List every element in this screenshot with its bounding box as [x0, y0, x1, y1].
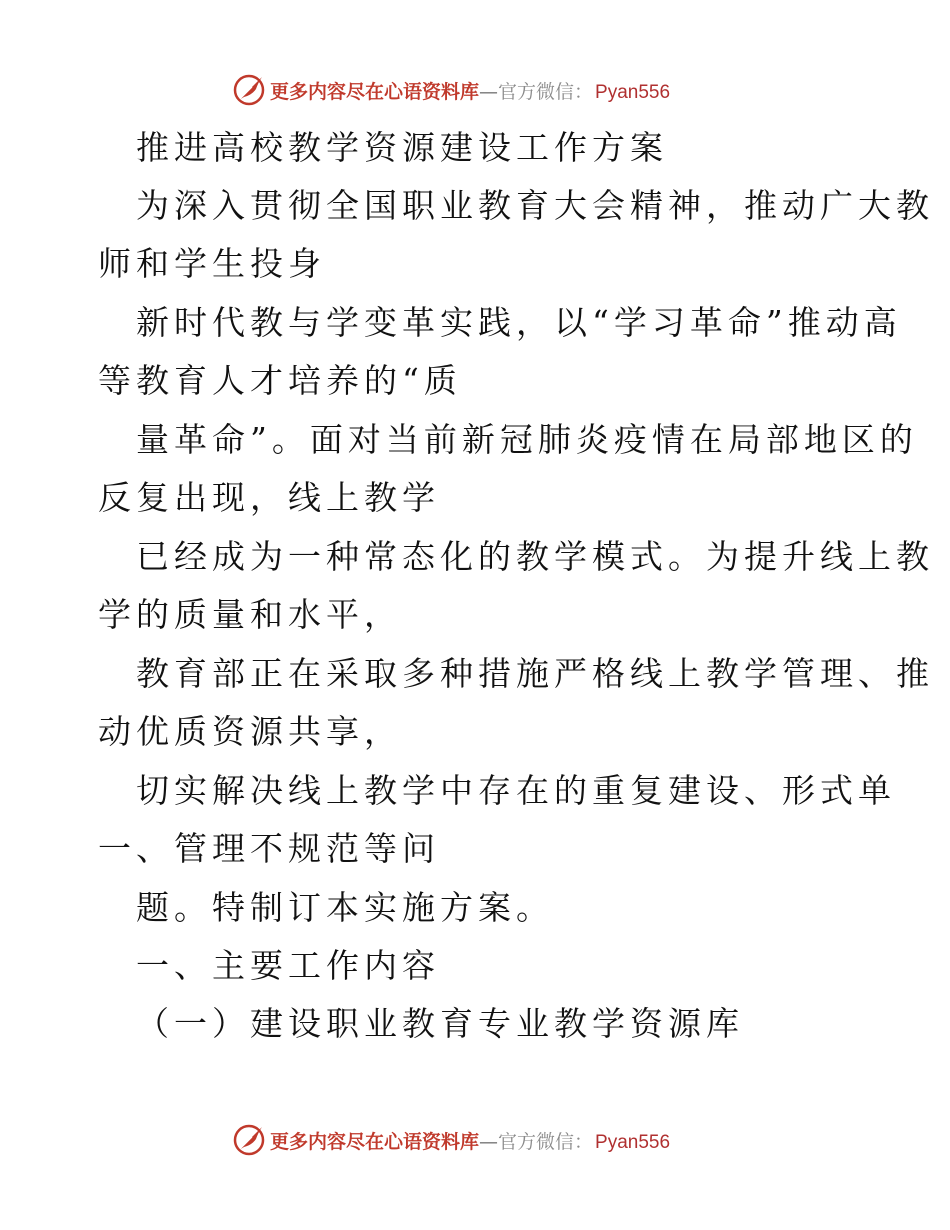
- footer-brand-text: 更多内容尽在心语资料库: [270, 1130, 480, 1153]
- paragraph-line: 新时代教与学变革实践，以“学习革命”推动高: [136, 303, 902, 342]
- header-banner: [232, 72, 732, 108]
- paragraph-line: 反复出现，线上教学: [98, 478, 440, 517]
- paragraph-line: 为深入贯彻全国职业教育大会精神，推动广大教: [136, 186, 934, 225]
- footer-banner: [232, 1122, 732, 1158]
- paragraph-line: 切实解决线上教学中存在的重复建设、形式单: [136, 771, 896, 810]
- paragraph-line: 等教育人才培养的“质: [98, 361, 462, 400]
- feather-quill-icon: [232, 1123, 266, 1157]
- header-wechat-id: Pyan556: [595, 81, 671, 103]
- header-brand-text: 更多内容尽在心语资料库: [270, 80, 480, 103]
- subsection-heading: （一）建设职业教育专业教学资源库: [136, 1004, 744, 1043]
- paragraph-line: 教育部正在采取多种措施严格线上教学管理、推: [136, 654, 934, 693]
- paragraph-line: 已经成为一种常态化的教学模式。为提升线上教: [136, 537, 934, 576]
- footer-wechat-id: Pyan556: [595, 1131, 671, 1153]
- header-wechat-label: 官方微信：: [498, 80, 594, 103]
- paragraph-line: 题。特制订本实施方案。: [136, 888, 554, 927]
- paragraph-line: 一、管理不规范等问: [98, 829, 440, 868]
- feather-quill-icon: [232, 73, 266, 107]
- header-dash: —: [479, 80, 499, 103]
- footer-wechat-label: 官方微信：: [498, 1130, 594, 1153]
- footer-dash: —: [479, 1130, 499, 1153]
- section-heading: 一、主要工作内容: [136, 946, 440, 985]
- document-title: 推进高校教学资源建设工作方案: [136, 128, 668, 167]
- paragraph-line: 学的质量和水平，: [98, 595, 402, 634]
- paragraph-line: 动优质资源共享，: [98, 712, 402, 751]
- paragraph-line: 师和学生投身: [98, 244, 326, 283]
- paragraph-line: 量革命”。面对当前新冠肺炎疫情在局部地区的: [136, 420, 918, 459]
